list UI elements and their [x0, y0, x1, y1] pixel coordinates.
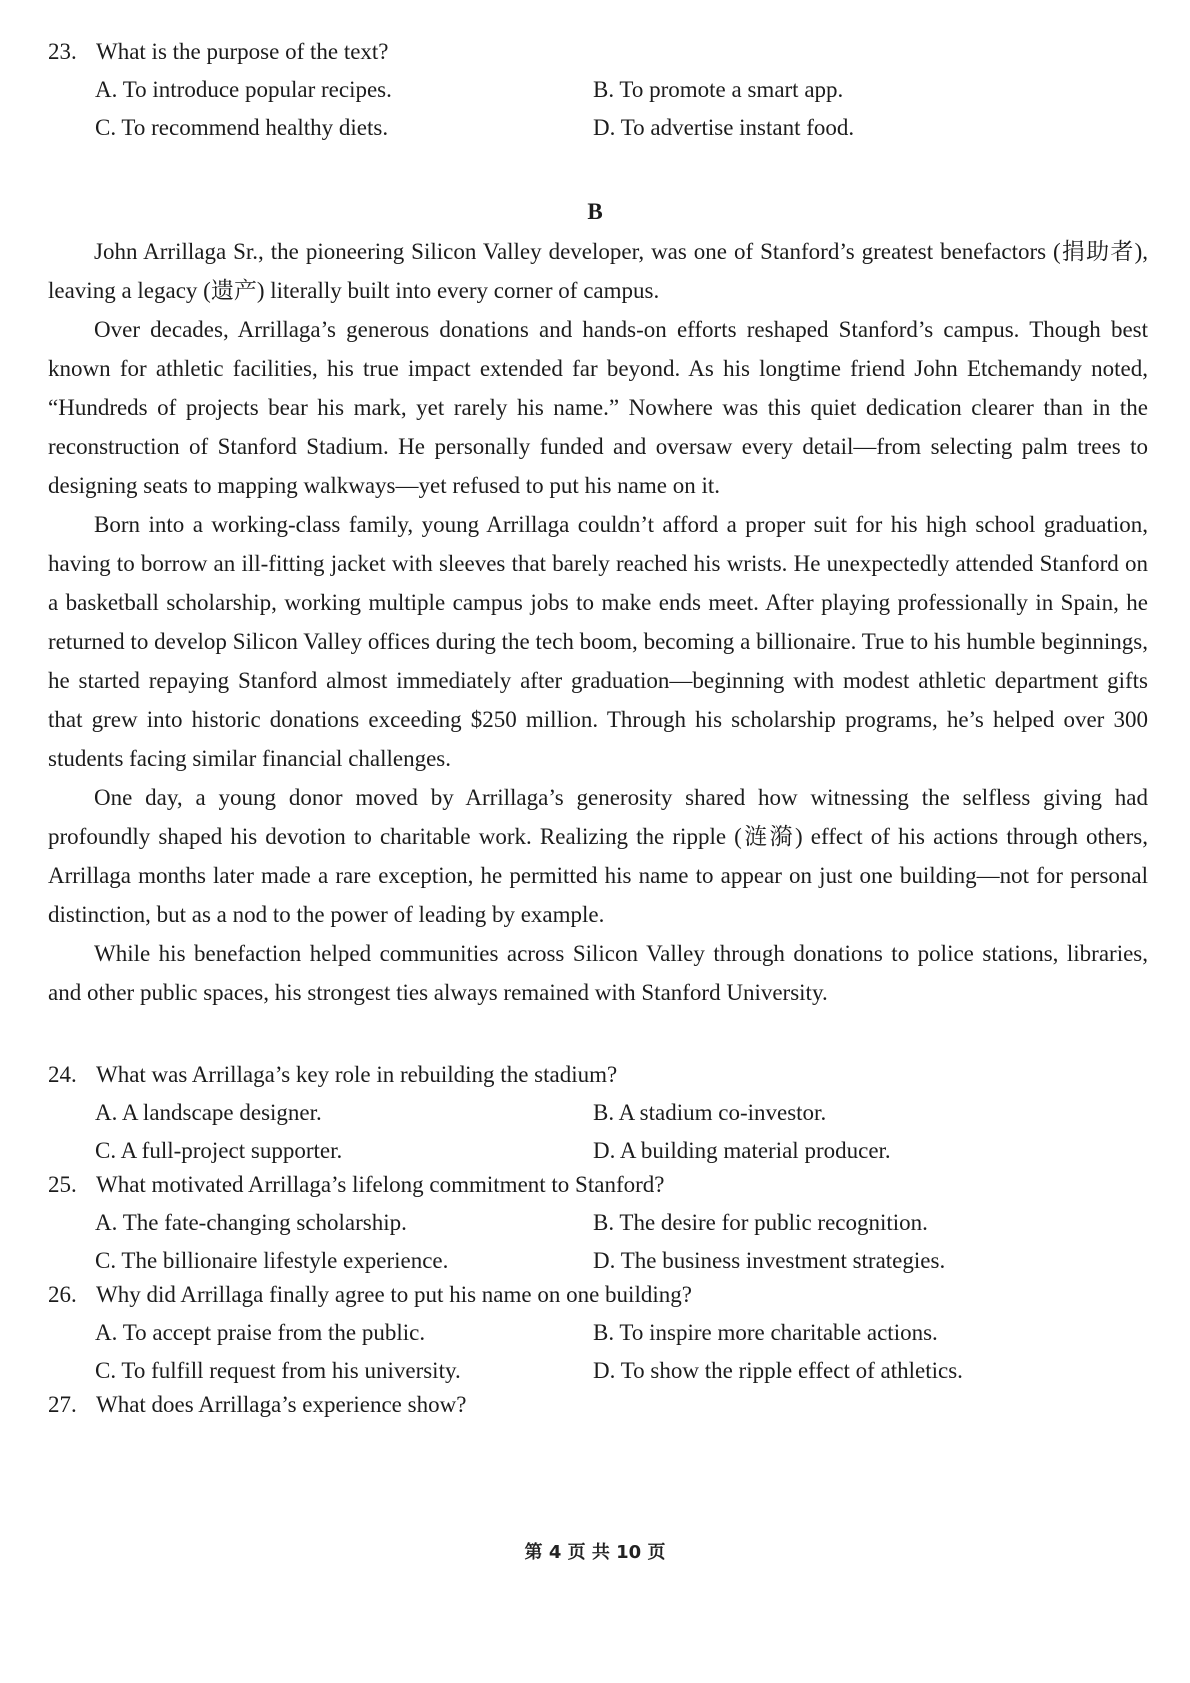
- question-23-stem-line: [48, 33, 1148, 71]
- option-c: C. To recommend healthy diets.: [95, 115, 389, 140]
- option-d: D. To show the ripple effect of athletics.: [593, 1358, 963, 1383]
- reading-passage: [48, 232, 1148, 1012]
- passage-paragraph-5: While his benefaction helped communities across Silicon Valley through donations to police stations, libraries, and other public spaces, his strongest ties always remained with Stanford University.: [48, 941, 1148, 1005]
- question-number: 23.: [48, 39, 77, 64]
- passage-paragraph-2: Over decades, Arrillaga’s generous donations and hands-on efforts reshaped Stanford’s campus. Though best known for athletic facilities, his true impact extended far beyond. As his longtime friend John Etchemandy noted, “Hundreds of projects bear his mark, yet rarely his name.” Nowhere was this quiet dedication clearer than in the reconstruction of Stanford Stadium. He personally funded and oversaw every detail—from selecting palm trees to designing seats to mapping walkways—yet refused to put his name on it.: [48, 317, 1148, 498]
- question-26-stem-line: [48, 1276, 1148, 1314]
- passage-paragraph-4: One day, a young donor moved by Arrillaga’s generosity shared how witnessing the selfless giving had profoundly shaped his devotion to charitable work. Realizing the ripple (涟漪) effect of his actions through others, Arrillaga months later made a rare exception, he permitted his name to appear on just one building—not for personal distinction, but as a nod to the power of leading by example.: [48, 785, 1148, 927]
- option-b: B. The desire for public recognition.: [593, 1210, 928, 1235]
- option-d: D. To advertise instant food.: [593, 115, 855, 140]
- option-c: C. To fulfill request from his university.: [95, 1358, 461, 1383]
- option-a: A. The fate-changing scholarship.: [95, 1210, 407, 1235]
- question-number: 25.: [48, 1172, 77, 1197]
- options-row: [48, 71, 1148, 109]
- question-25: [48, 1166, 1148, 1280]
- option-b: B. A stadium co-investor.: [593, 1100, 827, 1125]
- options-row: [48, 1132, 1148, 1170]
- question-number: 24.: [48, 1062, 77, 1087]
- question-23: [48, 33, 1148, 147]
- option-a: A. A landscape designer.: [95, 1100, 322, 1125]
- question-stem: What is the purpose of the text?: [96, 39, 389, 64]
- question-stem: What was Arrillaga’s key role in rebuilding the stadium?: [96, 1062, 618, 1087]
- question-24-stem-line: [48, 1056, 1148, 1094]
- passage-paragraph-1: John Arrillaga Sr., the pioneering Silicon Valley developer, was one of Stanford’s greatest benefactors (捐助者), leaving a legacy (遗产) literally built into every corner of campus.: [48, 239, 1148, 303]
- question-number: 27.: [48, 1392, 77, 1417]
- options-row: [48, 1094, 1148, 1132]
- question-26: [48, 1276, 1148, 1390]
- question-25-stem-line: [48, 1166, 1148, 1204]
- question-stem: What motivated Arrillaga’s lifelong commitment to Stanford?: [96, 1172, 665, 1197]
- options-row: [48, 1352, 1148, 1390]
- option-b: B. To promote a smart app.: [593, 77, 844, 102]
- option-c: C. The billionaire lifestyle experience.: [95, 1248, 449, 1273]
- page-footer: 第 4 页 共 10 页: [524, 1542, 666, 1563]
- option-d: D. The business investment strategies.: [593, 1248, 946, 1273]
- option-c: C. A full-project supporter.: [95, 1138, 343, 1163]
- question-stem: Why did Arrillaga finally agree to put his name on one building?: [96, 1282, 692, 1307]
- options-row: [48, 109, 1148, 147]
- option-d: D. A building material producer.: [593, 1138, 891, 1163]
- option-b: B. To inspire more charitable actions.: [593, 1320, 938, 1345]
- option-a: A. To introduce popular recipes.: [95, 77, 392, 102]
- options-row: [48, 1204, 1148, 1242]
- question-27: [48, 1386, 1148, 1424]
- options-row: [48, 1242, 1148, 1280]
- option-a: A. To accept praise from the public.: [95, 1320, 426, 1345]
- question-27-stem-line: [48, 1386, 1148, 1424]
- section-title: B: [587, 199, 603, 224]
- options-row: [48, 1314, 1148, 1352]
- question-number: 26.: [48, 1282, 77, 1307]
- question-stem: What does Arrillaga’s experience show?: [96, 1392, 467, 1417]
- question-24: [48, 1056, 1148, 1170]
- passage-paragraph-3: Born into a working-class family, young Arrillaga couldn’t afford a proper suit for his high school graduation, having to borrow an ill-fitting jacket with sleeves that barely reached his wrists. He unexpectedly attended Stanford on a basketball scholarship, working multiple campus jobs to make ends meet. After playing professionally in Spain, he returned to develop Silicon Valley offices during the tech boom, becoming a billionaire. True to his humble beginnings, he started repaying Stanford almost immediately after graduation—beginning with modest athletic department gifts that grew into historic donations exceeding $250 million. Through his scholarship programs, he’s helped over 300 students facing similar financial challenges.: [48, 512, 1148, 771]
